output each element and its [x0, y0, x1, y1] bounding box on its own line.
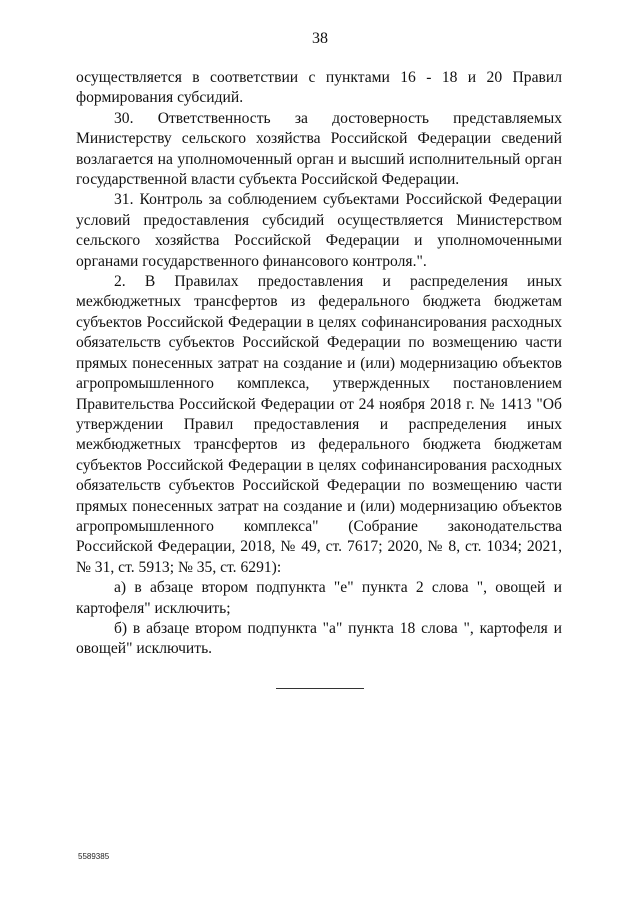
- end-divider-line: [276, 688, 364, 689]
- subitem-b: б) в абзаце втором подпункта "а" пункта 18 слова ", картофеля и овощей" исключить.: [76, 619, 562, 658]
- page-number: 38: [312, 30, 328, 47]
- document-body: [76, 68, 562, 660]
- subitem-a: а) в абзаце втором подпункта "е" пункта 2 слова ", овощей и картофеля" исключить;: [76, 579, 562, 617]
- paragraph-continuation: осуществляется в соответствии с пунктами 16 - 18 и 20 Правил формирования субсидий.: [76, 69, 562, 107]
- paragraph-item-2: 2. В Правилах предоставления и распределения иных межбюджетных трансфертов из федерального бюджета бюджетам субъектов Российской Федерации в целях софинансирования расходных обязательств субъектов Российской Федерации по возмещению части прямых понесенных затрат на создание и (или) модернизацию объектов агропромышленного комплекса, утвержденных постановлением Правительства Российской Федерации от 24 ноября 2018 г. № 1413 "Об утверждении Правил предоставления и распределения иных межбюджетных трансфертов из федерального бюджета бюджетам субъектов Российской Федерации в целях софинансирования расходных обязательств субъектов Российской Федерации по возмещению части прямых понесенных затрат на создание и (или) модернизацию объектов агропромышленного комплекса" (Собрание законодательства Российской Федерации, 2018, № 49, ст. 7617; 2020, № 8, ст. 1034; 2021, № 31, ст. 5913; № 35, ст. 6291):: [76, 273, 562, 576]
- document-code: 5589385: [78, 852, 110, 861]
- paragraph-30: 30. Ответственность за достоверность представляемых Министерству сельского хозяйства Российской Федерации сведений возлагается на уполномоченный орган и высший исполнительный орган государственной власти субъекта Российской Федерации.: [76, 109, 562, 189]
- paragraph-31: 31. Контроль за соблюдением субъектами Российской Федерации условий предоставления субсидий осуществляется Министерством сельского хозяйства Российской Федерации и уполномоченными органами государственного финансового контроля.".: [76, 191, 562, 270]
